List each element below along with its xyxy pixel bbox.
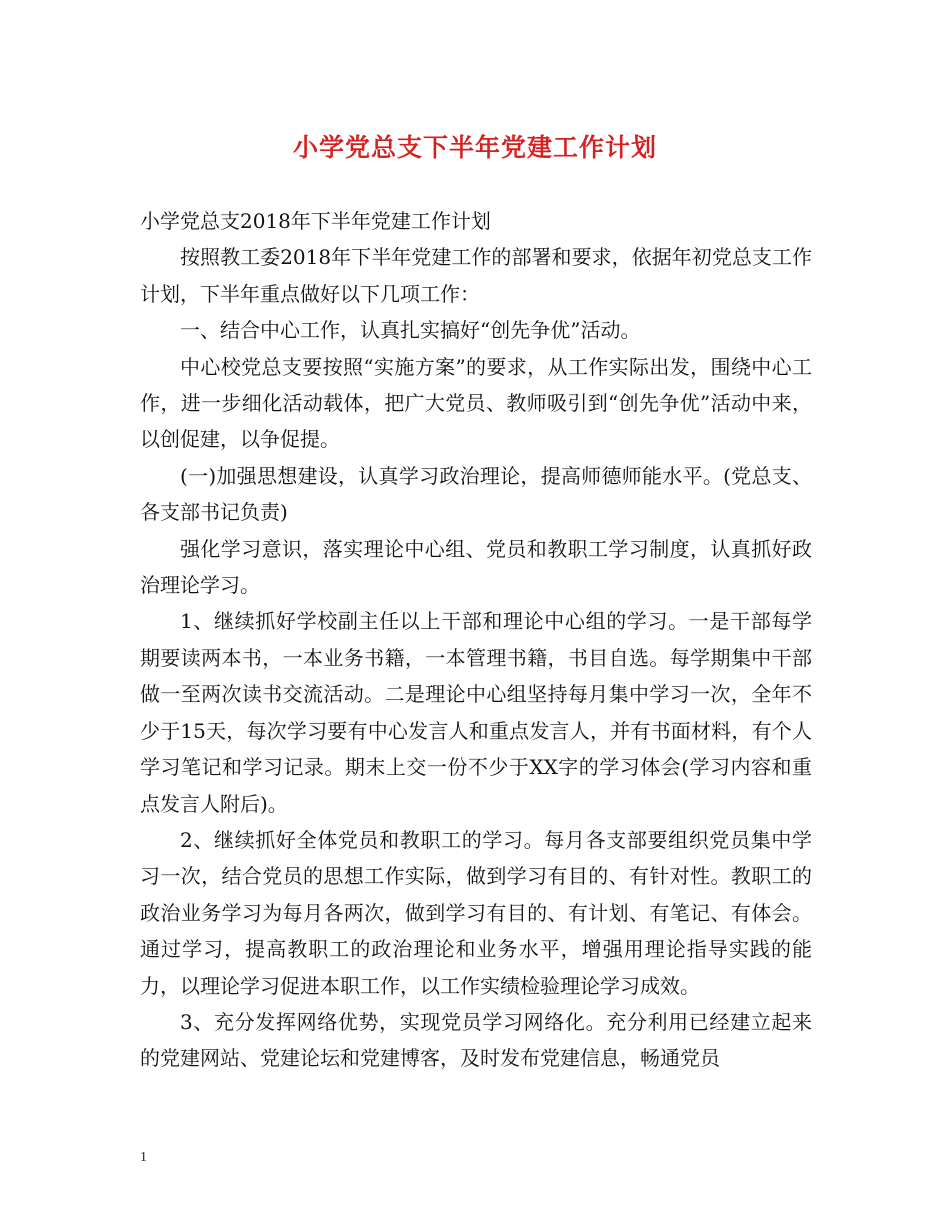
subsection-heading: (一)加强思想建设，认真学习政治理论，提高师德师能水平。(党总支、各支部书记负责) <box>140 463 812 525</box>
section-heading: 一、结合中心工作，认真扎实搞好“创先争优”活动。 <box>180 318 641 343</box>
paragraph: 强化学习意识，落实理论中心组、党员和教职工学习制度，认真抓好政治理论学习。 <box>140 536 812 598</box>
document-body <box>140 203 812 1077</box>
paragraph: 1、继续抓好学校副主任以上干部和理论中心组的学习。一是干部每学期要读两本书，一本业务书籍，一本管理书籍，书目自选。每学期集中干部做一至两次读书交流活动。二是理论中心组坚持每月集中学习一次，全年不少于15天，每次学习要有中心发言人和重点发言人，并有书面材料，有个人学习笔记和学习记录。期末上交一份不少于XX字的学习体会(学习内容和重点发言人附后)。 <box>140 609 812 816</box>
paragraph: 2、继续抓好全体党员和教职工的学习。每月各支部要组织党员集中学习一次，结合党员的思想工作实际，做到学习有目的、有针对性。教职工的政治业务学习为每月各两次，做到学习有目的、有计划、有笔记、有体会。通过学习，提高教职工的政治理论和业务水平，增强用理论指导实践的能力，以理论学习促进本职工作，以工作实绩检验理论学习成效。 <box>140 827 812 998</box>
page-number: 1 <box>140 1150 147 1165</box>
paragraph: 中心校党总支要按照“实施方案”的要求，从工作实际出发，围绕中心工作，进一步细化活动载体，把广大党员、教师吸引到“创先争优”活动中来，以创促建，以争促提。 <box>140 354 812 452</box>
paragraph: 3、充分发挥网络优势，实现党员学习网络化。充分利用已经建立起来的党建网站、党建论坛和党建博客，及时发布党建信息，畅通党员 <box>140 1009 812 1071</box>
paragraph-subtitle: 小学党总支2018年下半年党建工作计划 <box>140 209 491 233</box>
paragraph: 按照教工委2018年下半年党建工作的部署和要求，依据年初党总支工作计划，下半年重点做好以下几项工作： <box>140 245 812 306</box>
document-title: 小学党总支下半年党建工作计划 <box>292 133 657 162</box>
